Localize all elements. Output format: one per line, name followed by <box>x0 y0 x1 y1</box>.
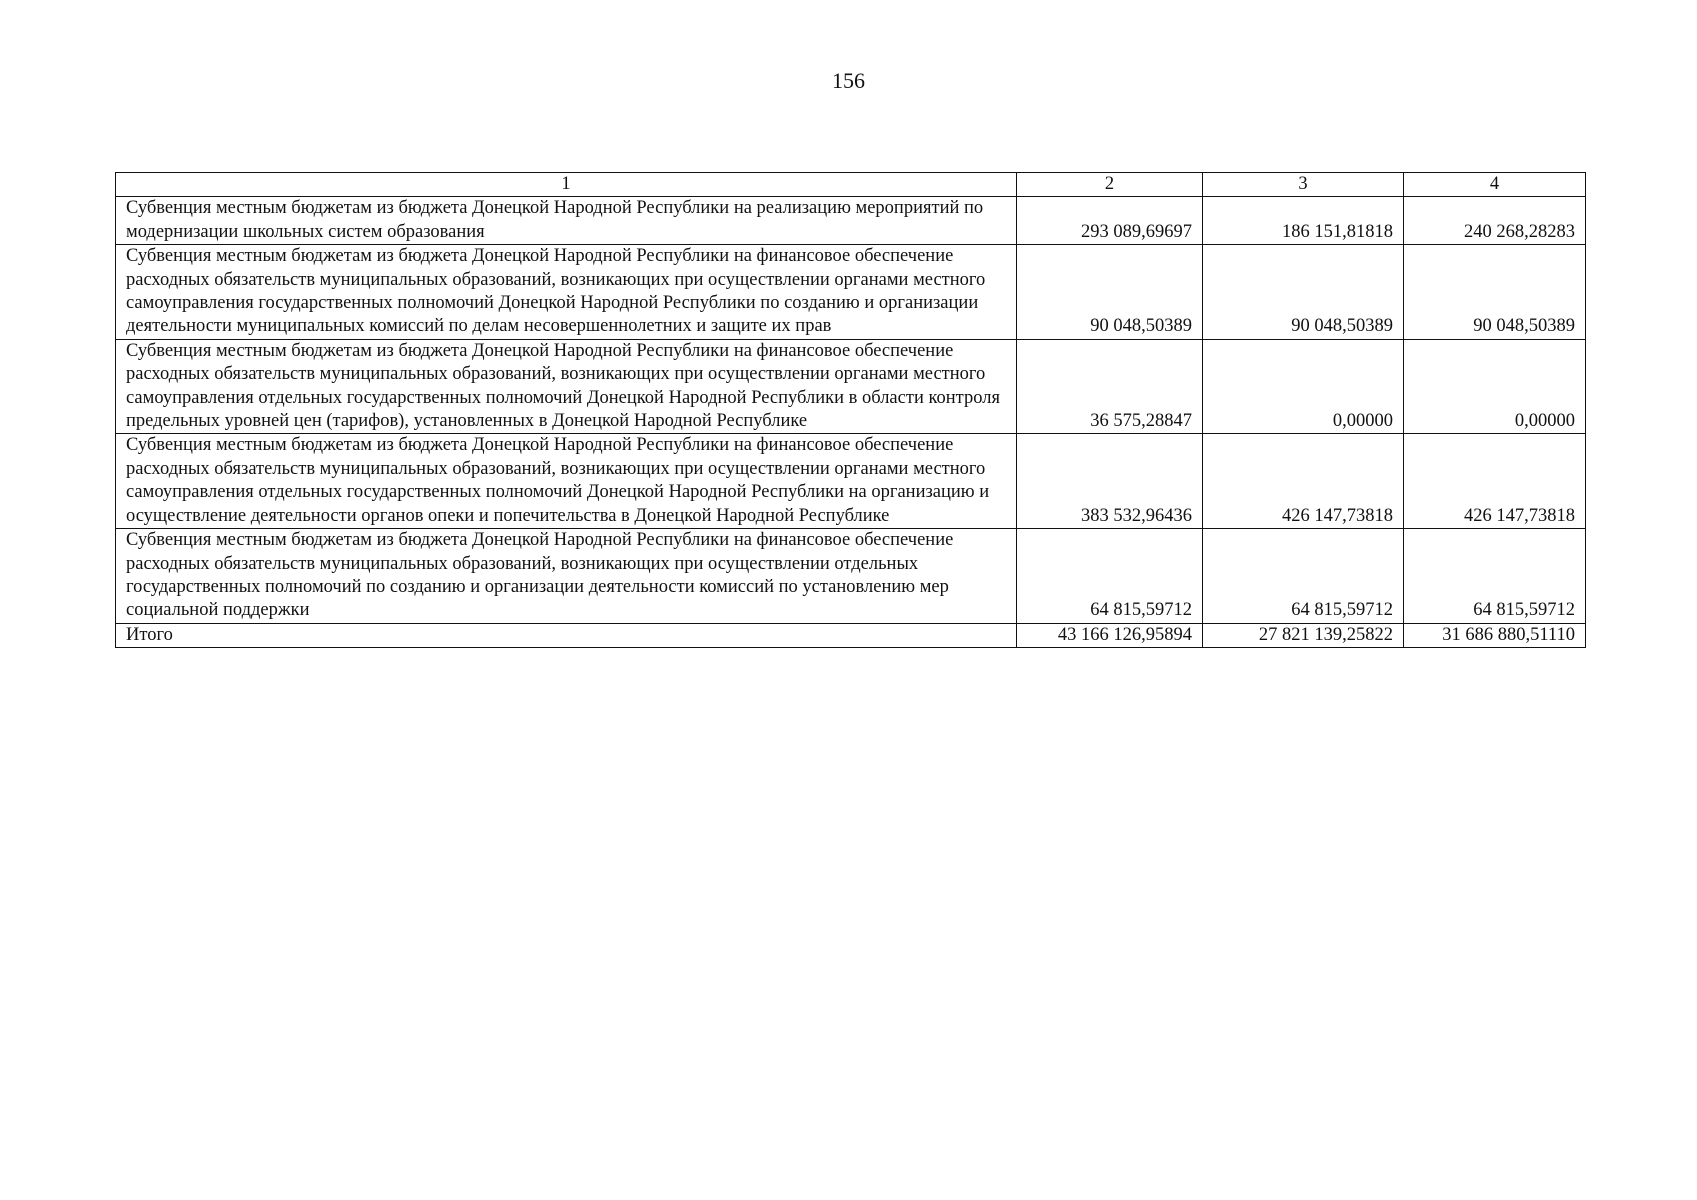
row-value-col3: 426 147,73818 <box>1203 434 1404 529</box>
total-value-col3: 27 821 139,25822 <box>1203 623 1404 647</box>
row-value-col4: 426 147,73818 <box>1404 434 1586 529</box>
row-value-col2: 64 815,59712 <box>1017 529 1203 624</box>
row-value-col2: 383 532,96436 <box>1017 434 1203 529</box>
column-header-1: 1 <box>116 173 1017 197</box>
column-header-2: 2 <box>1017 173 1203 197</box>
total-row <box>116 623 1586 647</box>
total-value-col4: 31 686 880,51110 <box>1404 623 1586 647</box>
page-number: 156 <box>832 68 865 93</box>
table-row <box>116 339 1586 434</box>
row-value-col2: 36 575,28847 <box>1017 339 1203 434</box>
column-header-3: 3 <box>1203 173 1404 197</box>
total-label: Итого <box>116 623 1017 647</box>
row-value-col2: 90 048,50389 <box>1017 245 1203 340</box>
row-value-col2: 293 089,69697 <box>1017 197 1203 245</box>
row-value-col3: 64 815,59712 <box>1203 529 1404 624</box>
budget-table <box>115 172 1586 648</box>
row-value-col4: 240 268,28283 <box>1404 197 1586 245</box>
row-value-col3: 90 048,50389 <box>1203 245 1404 340</box>
row-description: Субвенция местным бюджетам из бюджета Донецкой Народной Республики на финансовое обеспечение расходных обязательств муниципальных образований, возникающих при осуществлении органами местного самоуправления отдельных государственных полномочий Донецкой Народной Республики в области контроля предельных уровней цен (тарифов), установленных в Донецкой Народной Республике <box>116 339 1017 434</box>
table-header-row <box>116 173 1586 197</box>
row-description: Субвенция местным бюджетам из бюджета Донецкой Народной Республики на финансовое обеспечение расходных обязательств муниципальных образований, возникающих при осуществлении органами местного самоуправления отдельных государственных полномочий Донецкой Народной Республики на организацию и осуществление деятельности органов опеки и попечительства в Донецкой Народной Республике <box>116 434 1017 529</box>
table-row <box>116 197 1586 245</box>
row-description: Субвенция местным бюджетам из бюджета Донецкой Народной Республики на реализацию мероприятий по модернизации школьных систем образования <box>116 197 1017 245</box>
table-row <box>116 434 1586 529</box>
row-value-col3: 186 151,81818 <box>1203 197 1404 245</box>
column-header-4: 4 <box>1404 173 1586 197</box>
row-value-col4: 64 815,59712 <box>1404 529 1586 624</box>
row-value-col4: 0,00000 <box>1404 339 1586 434</box>
budget-table-container <box>115 172 1585 648</box>
total-value-col2: 43 166 126,95894 <box>1017 623 1203 647</box>
row-value-col4: 90 048,50389 <box>1404 245 1586 340</box>
table-row <box>116 529 1586 624</box>
table-row <box>116 245 1586 340</box>
row-description: Субвенция местным бюджетам из бюджета Донецкой Народной Республики на финансовое обеспечение расходных обязательств муниципальных образований, возникающих при осуществлении отдельных государственных полномочий по созданию и организации деятельности комиссий по установлению мер социальной поддержки <box>116 529 1017 624</box>
row-description: Субвенция местным бюджетам из бюджета Донецкой Народной Республики на финансовое обеспечение расходных обязательств муниципальных образований, возникающих при осуществлении органами местного самоуправления государственных полномочий Донецкой Народной Республики по созданию и организации деятельности муниципальных комиссий по делам несовершеннолетних и защите их прав <box>116 245 1017 340</box>
row-value-col3: 0,00000 <box>1203 339 1404 434</box>
